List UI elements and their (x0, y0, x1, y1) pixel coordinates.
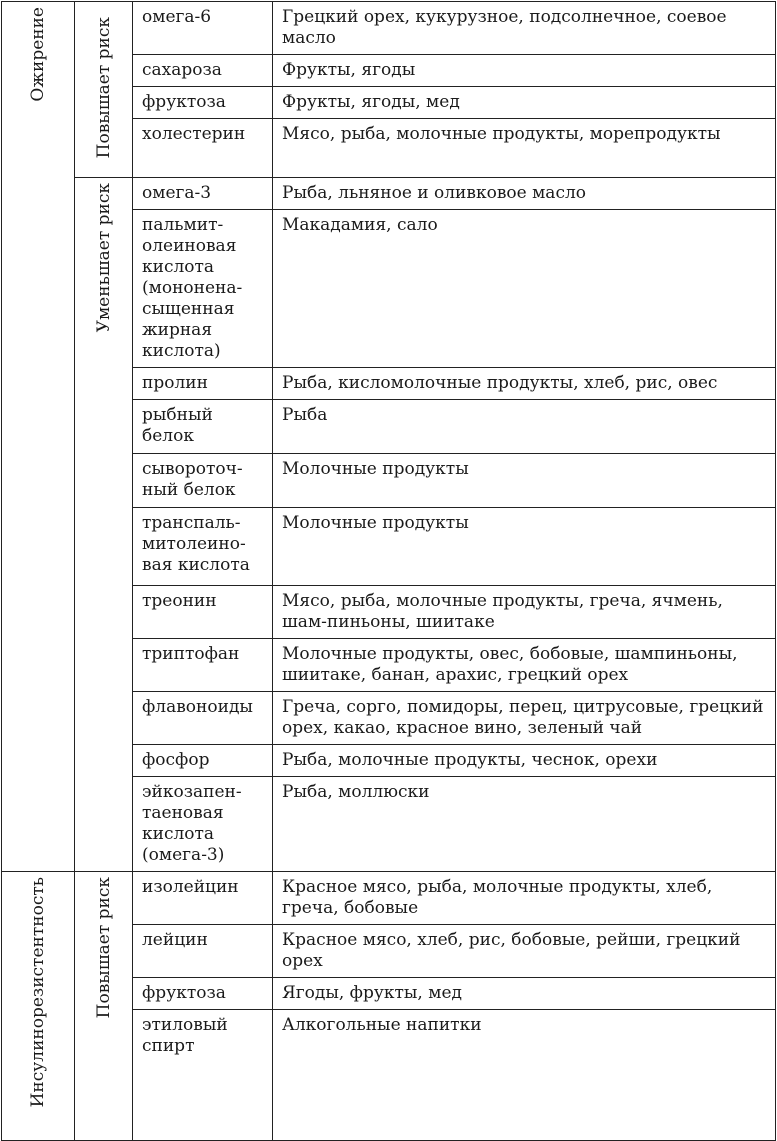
sources-cell: Молочные продукты, овес, бобовые, шампиньоны, шиитаке, банан, арахис, грецкий орех (273, 639, 776, 692)
sources-cell: Фрукты, ягоды, мед (273, 87, 776, 119)
effect-cell (75, 178, 133, 872)
table-row (2, 178, 776, 210)
nutrient-cell: омега-3 (133, 178, 273, 210)
sources-cell: Рыба, молочные продукты, чеснок, орехи (273, 745, 776, 777)
nutrient-cell: холестерин (133, 119, 273, 178)
nutrient-cell: этиловый спирт (133, 1010, 273, 1141)
sources-cell: Ягоды, фрукты, мед (273, 978, 776, 1010)
effect-label: Повышает риск (93, 877, 114, 1019)
condition-label: Инсулинорезистентность (28, 877, 48, 1108)
sources-cell: Рыба, льняное и оливковое масло (273, 178, 776, 210)
effect-label: Повышает риск (93, 17, 114, 159)
sources-cell: Красное мясо, рыба, молочные продукты, хлеб, греча, бобовые (273, 872, 776, 925)
table-row (2, 2, 776, 55)
effect-label: Уменьшает риск (93, 183, 114, 333)
sources-cell: Макадамия, сало (273, 210, 776, 368)
sources-cell: Мясо, рыба, молочные продукты, греча, ячмень, шам-пиньоны, шиитаке (273, 586, 776, 639)
nutrient-cell: омега-6 (133, 2, 273, 55)
effect-cell (75, 872, 133, 1141)
nutrient-cell: треонин (133, 586, 273, 639)
nutrient-cell: фруктоза (133, 87, 273, 119)
sources-cell: Рыба, кисломолочные продукты, хлеб, рис, овес (273, 368, 776, 400)
nutrient-cell: транспаль-митолеино-вая кислота (133, 508, 273, 586)
nutrient-cell: фосфор (133, 745, 273, 777)
condition-label: Ожирение (28, 7, 48, 102)
sources-cell: Мясо, рыба, молочные продукты, морепродукты (273, 119, 776, 178)
nutrient-cell: сахароза (133, 55, 273, 87)
condition-cell (2, 2, 75, 872)
condition-cell (2, 872, 75, 1141)
nutrient-cell: флавоноиды (133, 692, 273, 745)
nutrient-cell: изолейцин (133, 872, 273, 925)
nutrient-cell: фруктоза (133, 978, 273, 1010)
nutrient-cell: лейцин (133, 925, 273, 978)
sources-cell: Греча, сорго, помидоры, перец, цитрусовые, грецкий орех, какао, красное вино, зеленый чай (273, 692, 776, 745)
sources-cell: Фрукты, ягоды (273, 55, 776, 87)
sources-cell: Алкогольные напитки (273, 1010, 776, 1141)
nutrient-cell: эйкозапен-таеновая кислота (омега-3) (133, 777, 273, 872)
effect-cell (75, 2, 133, 178)
sources-cell: Рыба (273, 400, 776, 454)
nutrition-risk-table (1, 1, 776, 1141)
nutrient-cell: пальмит-олеиновая кислота (мононена-сыщенная жирная кислота) (133, 210, 273, 368)
sources-cell: Грецкий орех, кукурузное, подсолнечное, соевое масло (273, 2, 776, 55)
sources-cell: Молочные продукты (273, 508, 776, 586)
sources-cell: Молочные продукты (273, 454, 776, 508)
table-row (2, 872, 776, 925)
sources-cell: Красное мясо, хлеб, рис, бобовые, рейши, грецкий орех (273, 925, 776, 978)
nutrient-cell: пролин (133, 368, 273, 400)
nutrient-cell: рыбный белок (133, 400, 273, 454)
nutrient-cell: сывороточ-ный белок (133, 454, 273, 508)
nutrient-cell: триптофан (133, 639, 273, 692)
sources-cell: Рыба, моллюски (273, 777, 776, 872)
